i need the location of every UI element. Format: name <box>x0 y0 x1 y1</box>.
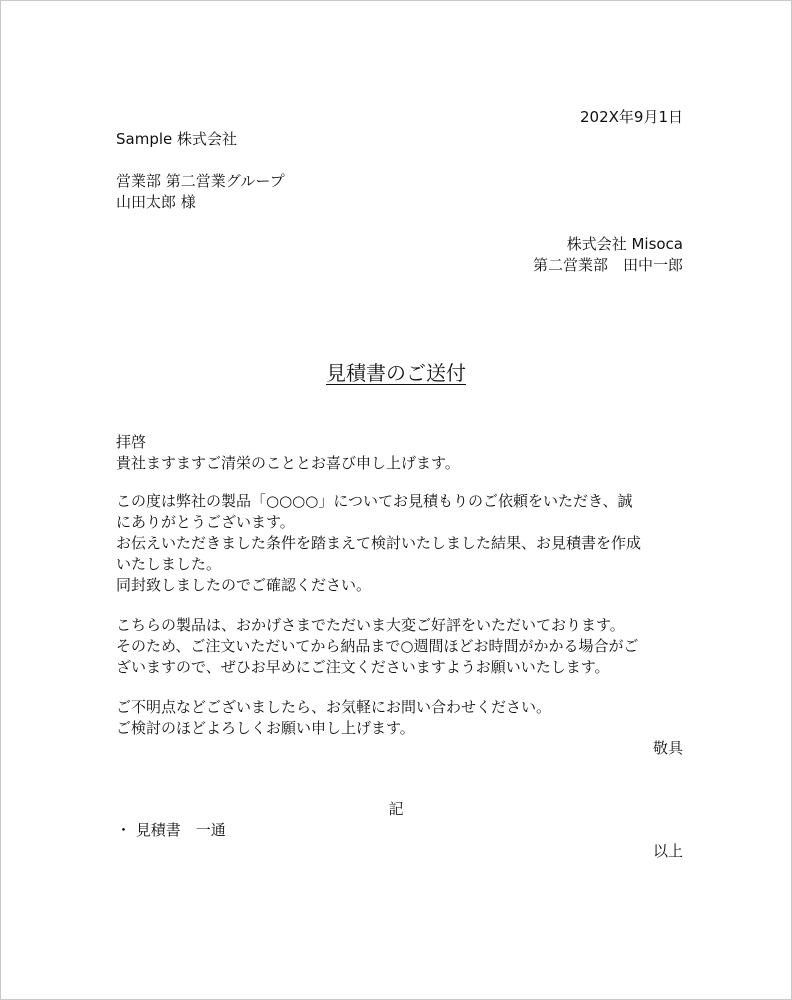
recipient-company: Sample 株式会社 <box>116 130 238 148</box>
recipient-department: 営業部 第二営業グループ <box>116 172 285 190</box>
opening-word: 拝啓 <box>116 433 147 451</box>
paragraph-line: ご検討のほどよろしくお願い申し上げます。 <box>116 719 415 737</box>
paragraph-line: にありがとうございます。 <box>116 513 295 531</box>
paragraph-request <box>116 491 691 596</box>
paragraph-delivery <box>116 615 691 678</box>
letter-title <box>1 360 791 386</box>
paragraph-line: いたしました。 <box>116 555 222 573</box>
sender-company: 株式会社 Misoca <box>566 235 683 253</box>
greeting-line: 貴社ますますご清栄のこととお喜び申し上げます。 <box>116 454 460 472</box>
recipient-name: 山田太郎 様 <box>116 193 196 211</box>
paragraph-line: そのため、ご注文いただいてから納品まで○週間ほどお時間がかかる場合がご <box>116 637 639 655</box>
paragraph-line: この度は弊社の製品「○○○○」についてお見積もりのご依頼をいただき、誠 <box>116 492 633 510</box>
end-word: 以上 <box>652 842 683 860</box>
letter-title-text: 見積書のご送付 <box>326 361 466 385</box>
letter-date: 202X年9月1日 <box>580 108 683 126</box>
closing-word: 敬具 <box>652 739 683 757</box>
paragraph-line: こちらの製品は、おかげさまでただいま大変ご好評をいただいております。 <box>116 616 625 634</box>
paragraph-line: ざいますので、ぜひお早めにご注文くださいますようお願いいたします。 <box>116 658 610 676</box>
paragraph-line: お伝えいただきました条件を踏まえて検討いたしました結果、お見積書を作成 <box>116 534 642 552</box>
paragraph-closing <box>116 697 691 739</box>
sender-department-name: 第二営業部 田中一郎 <box>532 256 683 274</box>
paragraph-line: ご不明点などございましたら、お気軽にお問い合わせください。 <box>116 698 552 716</box>
enclosure-item: ・ 見積書 一通 <box>116 821 226 839</box>
paragraph-line: 同封致しましたのでご確認ください。 <box>116 576 372 594</box>
ki-heading: 記 <box>388 800 404 818</box>
